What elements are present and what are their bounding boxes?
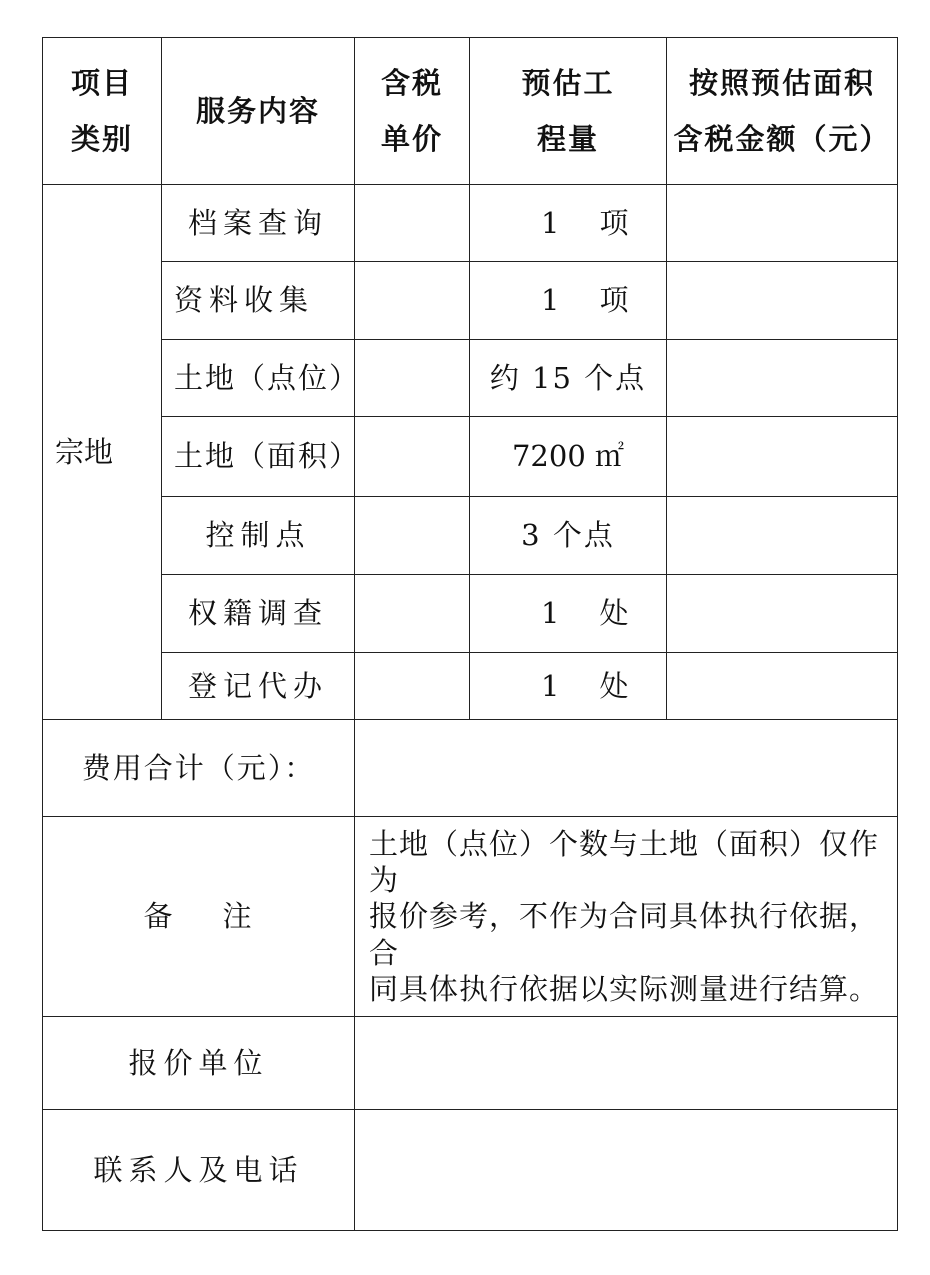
header-quantity <box>470 38 667 185</box>
service-cell: 权籍调查 <box>162 575 355 653</box>
quantity-number: 1 <box>541 596 560 631</box>
remark-label-part2: 注 <box>222 899 254 934</box>
header-quantity-line2: 程量 <box>536 122 599 156</box>
quantity-cell <box>470 185 667 262</box>
remark-line: 同具体执行依据以实际测量进行结算。 <box>369 971 880 1006</box>
contact-label: 联系人及电话 <box>43 1110 355 1231</box>
unit-price-cell[interactable] <box>355 262 470 340</box>
header-service: 服务内容 <box>162 38 355 185</box>
header-row <box>43 38 898 185</box>
amount-cell[interactable] <box>667 575 898 653</box>
amount-cell[interactable] <box>667 497 898 575</box>
quotation-table <box>42 37 898 1231</box>
quantity-unit: 项 <box>599 283 629 318</box>
table-row <box>43 417 898 497</box>
header-unit-price <box>355 38 470 185</box>
total-row <box>43 720 898 817</box>
remark-text <box>355 817 898 1017</box>
quantity-cell <box>470 653 667 720</box>
table-row <box>43 575 898 653</box>
quantity-unit: 项 <box>599 205 629 240</box>
quantity-number: 1 <box>541 205 560 240</box>
contact-value-cell[interactable] <box>355 1110 898 1231</box>
amount-cell[interactable] <box>667 417 898 497</box>
quoting-unit-row <box>43 1017 898 1110</box>
category-cell: 宗地 <box>43 185 162 720</box>
remark-label-part1: 备 <box>143 899 175 934</box>
header-amount <box>667 38 898 185</box>
header-amount-line2: 含税金额（元） <box>673 122 891 156</box>
contact-row <box>43 1110 898 1231</box>
total-value-cell[interactable] <box>355 720 898 817</box>
unit-price-cell[interactable] <box>355 575 470 653</box>
amount-cell[interactable] <box>667 653 898 720</box>
header-category-line1: 项目 <box>70 66 133 100</box>
amount-cell[interactable] <box>667 340 898 417</box>
header-unit-price-line2: 单价 <box>380 122 443 156</box>
header-amount-line1: 按照预估面积 <box>688 66 875 100</box>
unit-price-cell[interactable] <box>355 653 470 720</box>
quantity-unit: 处 <box>599 668 629 703</box>
table-row <box>43 185 898 262</box>
header-quantity-line1: 预估工 <box>521 66 615 100</box>
quantity-cell <box>470 575 667 653</box>
quantity-number: 1 <box>541 283 560 318</box>
table-row <box>43 497 898 575</box>
remark-row <box>43 817 898 1017</box>
total-label: 费用合计（元）： <box>43 720 355 817</box>
remark-line: 报价参考，不作为合同具体执行依据，合 <box>369 899 880 970</box>
header-category <box>43 38 162 185</box>
quantity-cell <box>470 262 667 340</box>
remark-label <box>43 817 355 1017</box>
table-row <box>43 653 898 720</box>
quantity-unit: 处 <box>599 596 629 631</box>
header-category-line2: 类别 <box>70 122 133 156</box>
service-cell: 控制点 <box>162 497 355 575</box>
unit-price-cell[interactable] <box>355 185 470 262</box>
unit-price-cell[interactable] <box>355 340 470 417</box>
remark-line: 土地（点位）个数与土地（面积）仅作为 <box>369 826 880 898</box>
unit-price-cell[interactable] <box>355 497 470 575</box>
quoting-unit-value-cell[interactable] <box>355 1017 898 1110</box>
quantity-cell: 3 个点 <box>470 497 667 575</box>
service-cell: 档案查询 <box>162 185 355 262</box>
service-cell: 登记代办 <box>162 653 355 720</box>
quoting-unit-label: 报价单位 <box>43 1017 355 1110</box>
quantity-cell: 约 15 个点 <box>470 340 667 417</box>
service-cell: 土地（点位） <box>162 340 355 417</box>
amount-cell[interactable] <box>667 262 898 340</box>
quantity-cell: 7200 ㎡ <box>470 417 667 497</box>
unit-price-cell[interactable] <box>355 417 470 497</box>
header-unit-price-line1: 含税 <box>380 66 443 100</box>
service-cell: 资料收集 <box>162 262 355 340</box>
service-cell: 土地（面积） <box>162 417 355 497</box>
quantity-number: 1 <box>541 668 560 703</box>
amount-cell[interactable] <box>667 185 898 262</box>
table-row <box>43 340 898 417</box>
table-row <box>43 262 898 340</box>
